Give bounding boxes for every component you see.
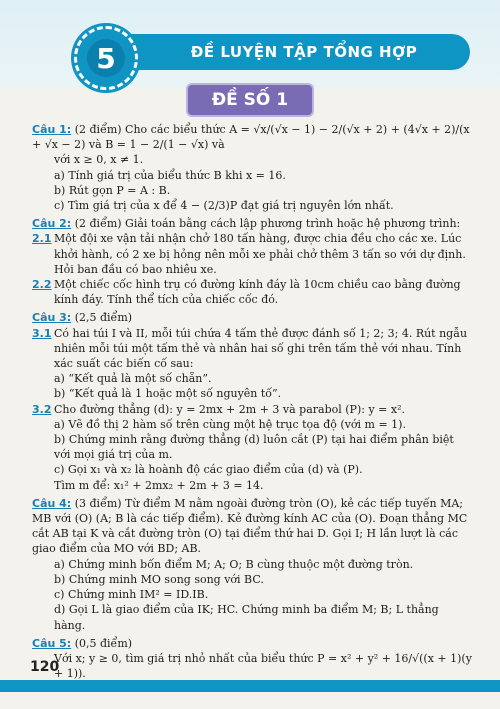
- question-3-2-text: Cho đường thẳng (d): y = 2mx + 2m + 3 và parabol (P): y = x².: [54, 402, 405, 416]
- question-1: [32, 122, 472, 152]
- page-number: 120: [30, 659, 60, 675]
- question-3-1: [32, 326, 472, 372]
- question-4c: c) Chứng minh IM² = ID.IB.: [54, 588, 209, 602]
- question-3-1b: b) “Kết quả là 1 hoặc một số nguyên tố”.: [54, 387, 282, 401]
- question-3-label: Câu 3:: [32, 311, 72, 325]
- question-2-1-text: Một đội xe vận tải nhận chở 180 tấn hàng, được chia đều cho các xe. Lúc khởi hành, có 2 xe bị hỏng nên mỗi xe phải chở thêm 3 tấn so với dự định. Hỏi ban đầu có bao nhiêu xe.: [54, 232, 466, 276]
- question-3-text: (2,5 điểm): [74, 311, 133, 325]
- question-1a: a) Tính giá trị của biểu thức B khi x = 16.: [54, 168, 286, 182]
- exam-label: ĐỀ SỐ 1: [188, 85, 312, 115]
- question-2-1: [32, 231, 472, 277]
- question-3-1a: a) “Kết quả là một số chẵn”.: [54, 372, 212, 386]
- footer-bar: [0, 680, 500, 692]
- question-3-2-label: 3.2: [32, 402, 52, 416]
- question-3-2c: c) Gọi x₁ và x₂ là hoành độ các giao điểm của (d) và (P).: [54, 463, 363, 477]
- question-4-text: (3 điểm) Từ điểm M nằm ngoài đường tròn (O), kẻ các tiếp tuyến MA; MB với (O) (A; B là các tiếp điểm). Kẻ đường kính AC của (O). Đoạn thẳng MC cắt AB tại K và cắt đường tròn (O) tại điểm thứ hai D. Gọi I; H lần lượt là các giao điểm của MO với BD; AB.: [32, 496, 468, 556]
- question-1-condition: với x ≥ 0, x ≠ 1.: [54, 153, 144, 167]
- question-5-body: Với x; y ≥ 0, tìm giá trị nhỏ nhất của biểu thức P = x² + y² + 16/√((x + 1)(y + 1)).: [54, 651, 472, 681]
- question-3-2b: b) Chứng minh rằng đường thẳng (d) luôn cắt (P) tại hai điểm phân biệt với mọi giá trị của m.: [54, 433, 454, 462]
- question-2-label: Câu 2:: [32, 217, 72, 231]
- question-3-2c-condition: Tìm m để: x₁² + 2mx₂ + 2m + 3 = 14.: [54, 478, 264, 492]
- question-1b: b) Rút gọn P = A : B.: [54, 183, 171, 197]
- chapter-title: ĐỀ LUYỆN TẬP TỔNG HỢP: [190, 43, 418, 61]
- question-2-2-label: 2.2: [32, 278, 52, 292]
- question-4d: d) Gọi L là giao điểm của IK; HC. Chứng minh ba điểm M; B; L thẳng hàng.: [54, 603, 439, 632]
- question-4a: a) Chứng minh bốn điểm M; A; O; B cùng thuộc một đường tròn.: [54, 557, 414, 571]
- question-1-label: Câu 1:: [32, 123, 72, 136]
- chapter-number: 5: [87, 39, 125, 77]
- question-2-2-text: Một chiếc cốc hình trụ có đường kính đáy là 10cm chiều cao bằng đường kính đáy. Tính thể tích của chiếc cốc đó.: [54, 278, 461, 307]
- question-3: [32, 310, 472, 325]
- question-3-1-text: Có hai túi I và II, mỗi túi chứa 4 tấm thẻ được đánh số 1; 2; 3; 4. Rút ngẫu nhiên mỗi túi một tấm thẻ và nhân hai số ghi trên tấm thẻ với nhau. Tính xác suất các biến cố sau:: [54, 326, 468, 371]
- question-2-2: [32, 277, 472, 307]
- question-3-2a: a) Vẽ đồ thị 2 hàm số trên cùng một hệ trục tọa độ (với m = 1).: [54, 417, 406, 431]
- chapter-badge: [74, 26, 138, 90]
- question-4b: b) Chứng minh MO song song với BC.: [54, 572, 264, 586]
- question-1c: c) Tìm giá trị của x để 4 − (2/3)P đạt giá trị nguyên lớn nhất.: [54, 199, 394, 213]
- question-4-label: Câu 4:: [32, 496, 72, 510]
- question-3-2: [32, 402, 472, 417]
- question-4: [32, 496, 472, 557]
- question-1-text: (2 điểm) Cho các biểu thức A = √x/(√x − 1) − 2/(√x + 2) + (4√x + 2)/(x + √x − 2) và B = 1 − 2/(1 − √x) và: [32, 123, 470, 152]
- exam-content: [32, 122, 472, 681]
- question-5-text: (0,5 điểm): [74, 636, 133, 650]
- question-2-1-label: 2.1: [32, 232, 52, 246]
- question-3-1-label: 3.1: [32, 326, 52, 340]
- question-2: [32, 216, 472, 231]
- question-5-label: Câu 5:: [32, 636, 72, 650]
- question-5: [32, 636, 472, 651]
- chapter-title-bar: [120, 34, 470, 70]
- question-2-text: (2 điểm) Giải toán bằng cách lập phương trình hoặc hệ phương trình:: [74, 217, 461, 231]
